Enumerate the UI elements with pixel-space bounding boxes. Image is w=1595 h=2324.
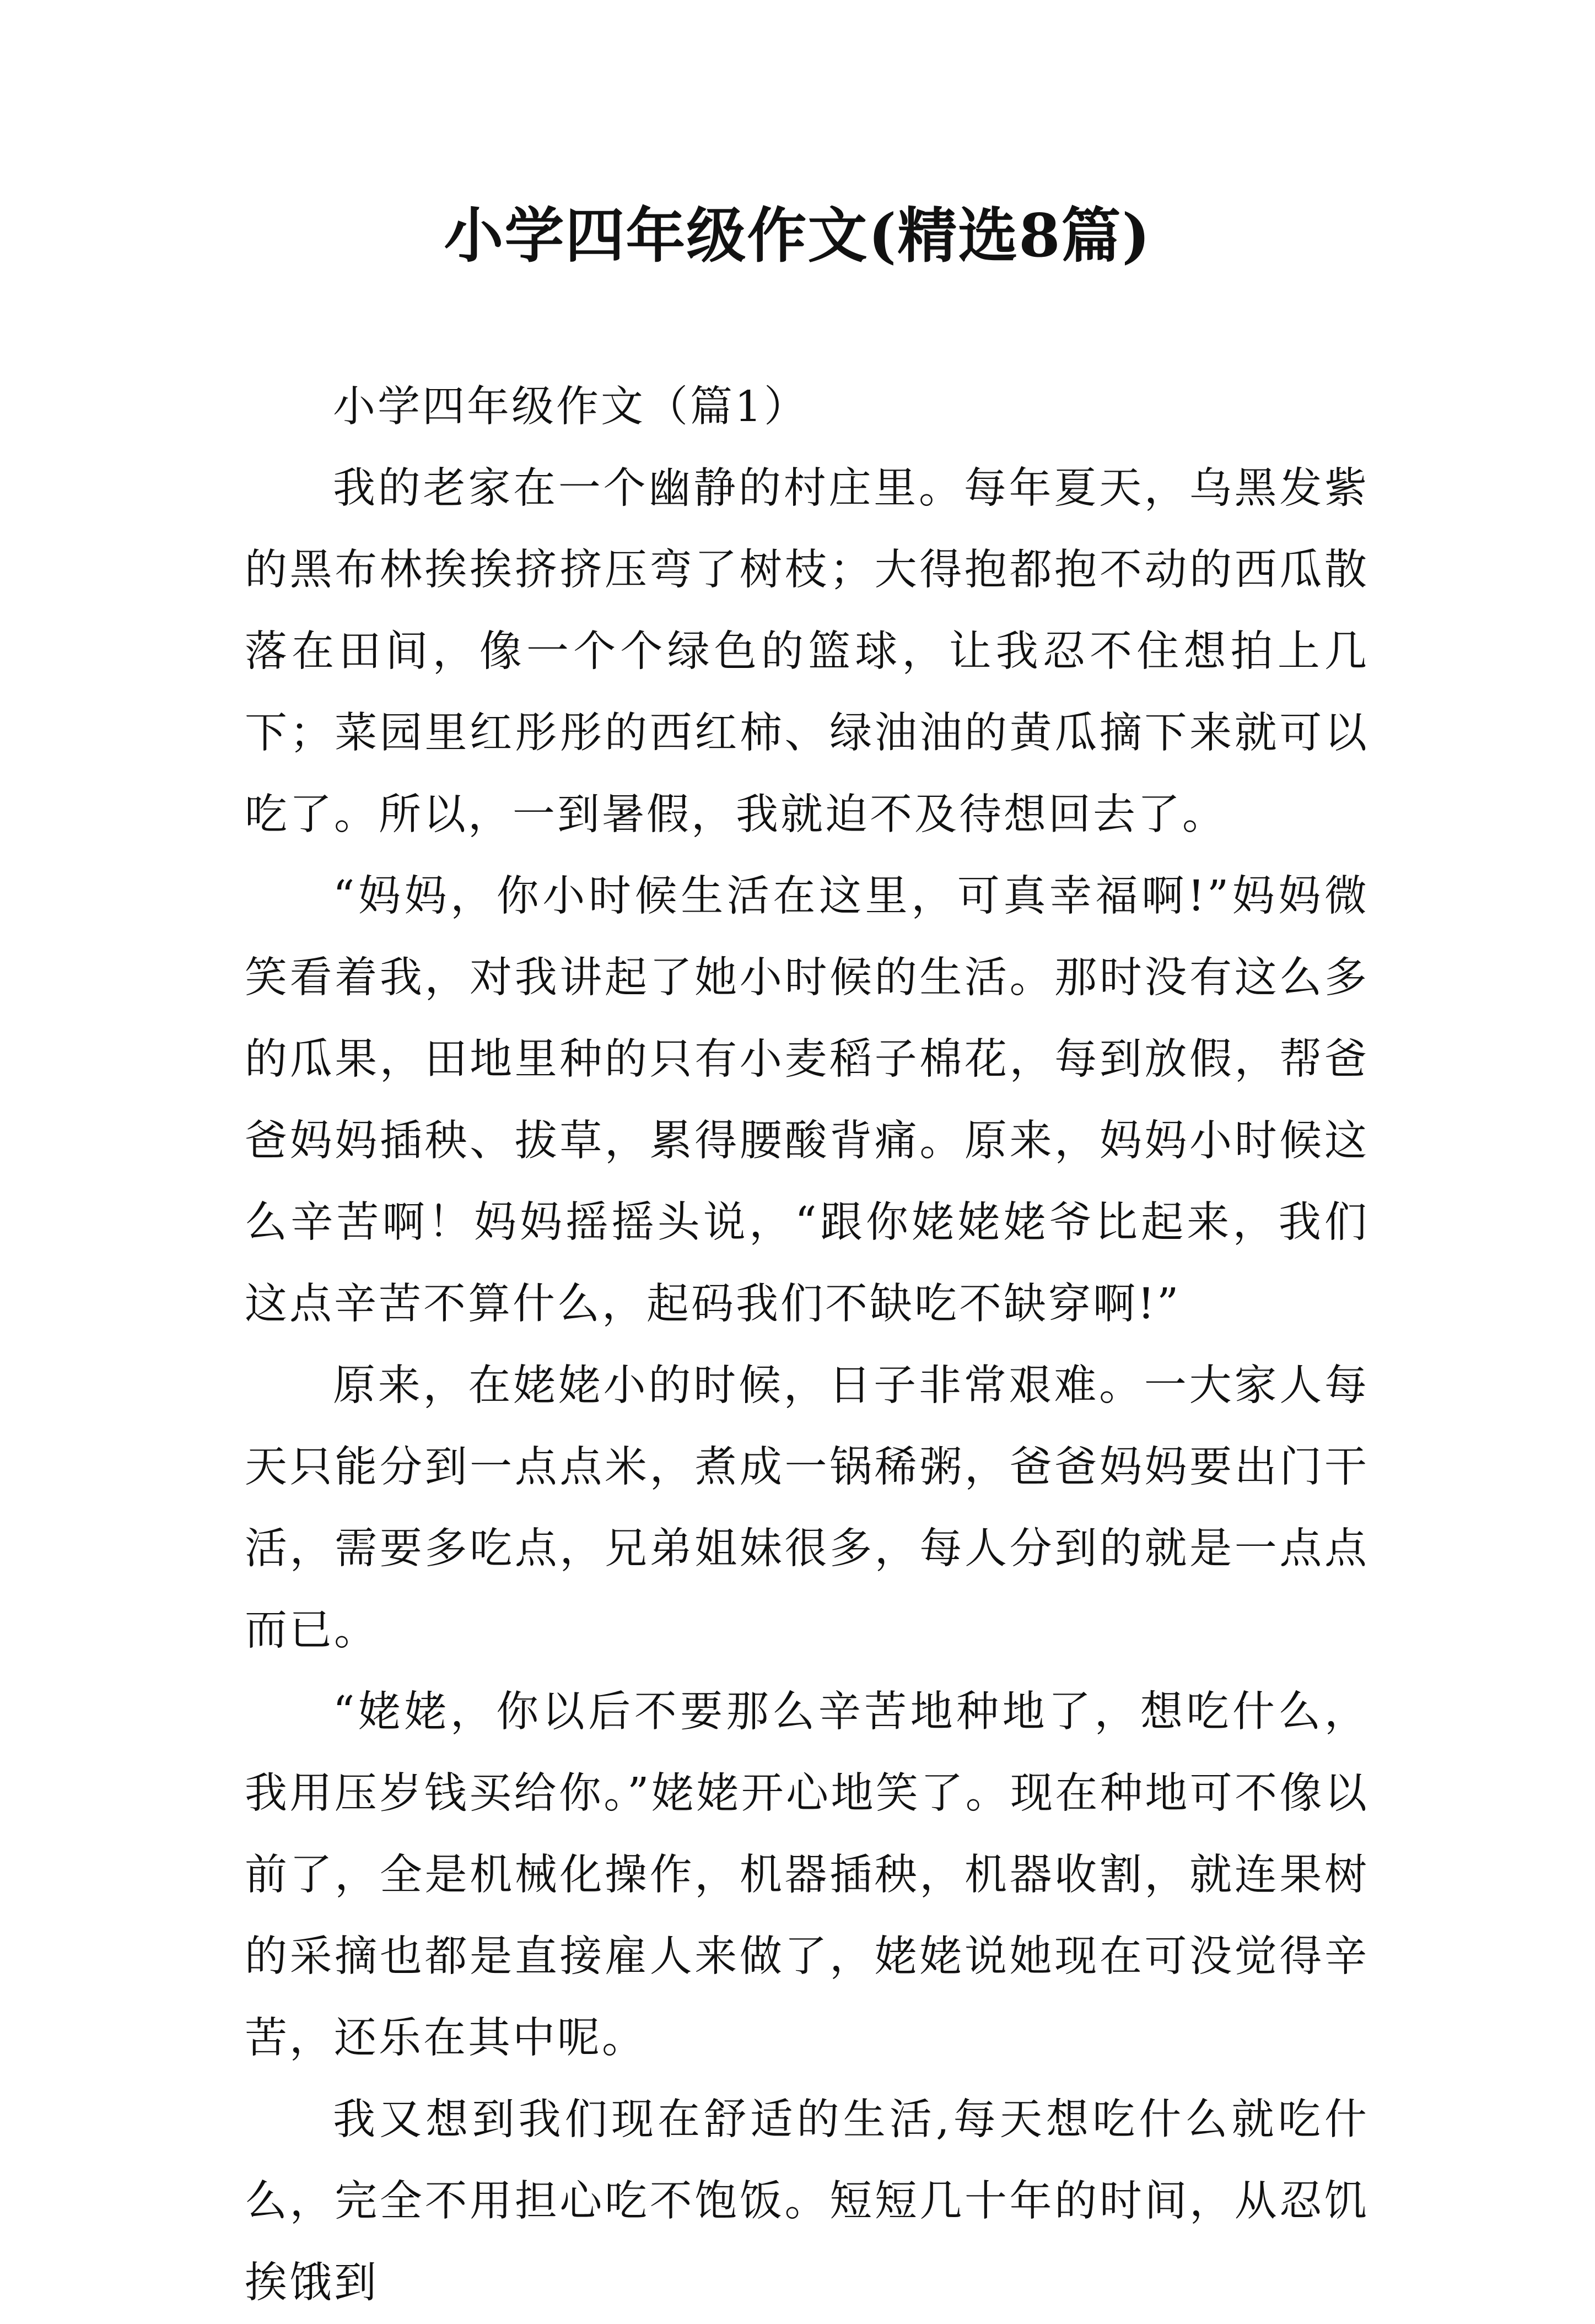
paragraph: 原来，在姥姥小的时候，日子非常艰难。一大家人每天只能分到一点点米，煮成一锅稀粥，爸爸妈妈要出门干活，需要多吃点，兄弟姐妹很多，每人分到的就是一点点而已。 <box>245 1361 1369 1655</box>
paragraph: 我又想到我们现在舒适的生活,每天想吃什么就吃什么，完全不用担心吃不饱饭。短短几十年的时间，从忍饥挨饿到 <box>245 2095 1369 2307</box>
document-title: 小学四年级作文(精选8篇) <box>444 201 1151 271</box>
article-body <box>245 366 1369 2324</box>
section-heading: 小学四年级作文（篇1） <box>333 382 809 432</box>
paragraph: “妈妈，你小时候生活在这里，可真幸福啊!”妈妈微笑看着我，对我讲起了她小时候的生活。那时没有这么多的瓜果，田地里种的只有小麦稻子棉花，每到放假，帮爸爸妈妈插秧、拔草，累得腰酸背痛。原来，妈妈小时候这么辛苦啊！妈妈摇摇头说，“跟你姥姥姥爷比起来，我们这点辛苦不算什么，起码我们不缺吃不缺穿啊!” <box>245 872 1369 1329</box>
paragraph: 我的老家在一个幽静的村庄里。每年夏天，乌黑发紫的黑布林挨挨挤挤压弯了树枝；大得抱都抱不动的西瓜散落在田间，像一个个绿色的篮球，让我忍不住想拍上几下；菜园里红彤彤的西红柿、绿油油的黄瓜摘下来就可以吃了。所以，一到暑假，我就迫不及待想回去了。 <box>245 464 1369 839</box>
paragraph: “姥姥，你以后不要那么辛苦地种地了，想吃什么，我用压岁钱买给你。”姥姥开心地笑了。现在种地可不像以前了，全是机械化操作，机器插秧，机器收割，就连果树的采摘也都是直接雇人来做了，姥姥说她现在可没觉得辛苦，还乐在其中呢。 <box>245 1687 1369 2063</box>
